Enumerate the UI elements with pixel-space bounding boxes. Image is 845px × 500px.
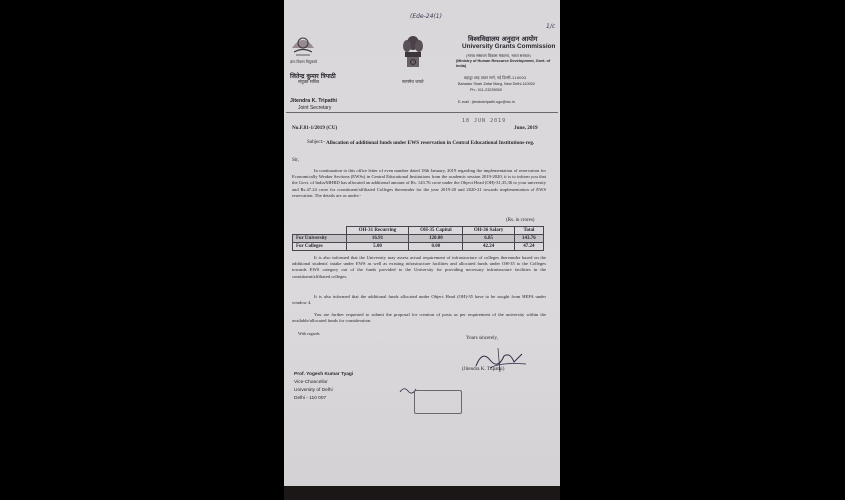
cell-value: 5.00	[346, 243, 409, 251]
org-name: University Grants Commission	[462, 43, 556, 50]
table-row	[293, 243, 544, 251]
left-name-hindi: जितेन्द्र कुमार त्रिपाठी	[290, 73, 336, 80]
national-emblem-icon	[400, 34, 426, 76]
paragraph-3: It is also informed that the additional funds allocated under Object Head (OH)-35 have to be sought from HEFA under window 4.	[292, 294, 546, 306]
recipient-org: University of Delhi	[294, 388, 333, 393]
table-row	[293, 235, 544, 243]
address-hindi: बहादुर शाह ज़फ़र मार्ग, नई दिल्ली-110002	[464, 75, 527, 80]
letter-page	[284, 0, 560, 500]
email: E-mail : jtendratripathi.ugc@nic.in	[458, 100, 515, 104]
recipient-title: Vice-Chancellor	[294, 380, 328, 385]
letter-date: June, 2019	[514, 125, 538, 131]
row-label: For Colleges	[293, 243, 347, 251]
cell-value: 0.00	[409, 243, 463, 251]
cell-value: 6.85	[463, 235, 514, 243]
handwritten-corner-note: 1/c	[546, 23, 556, 30]
units-note: (Rs. in crores)	[506, 218, 535, 223]
subject-label: Subject:-	[307, 140, 326, 145]
subject: Allocation of additional funds under EWS reservation in Central Educational Institutions-reg.	[326, 140, 535, 146]
page-bottom-shadow	[284, 486, 560, 500]
phone: Ph.: 011-23239300	[470, 88, 503, 92]
cell-value: 16.91	[346, 235, 409, 243]
regards: With regards	[298, 331, 320, 336]
header-divider	[286, 112, 558, 113]
col-oh31: OH-31 Recurring	[346, 227, 409, 235]
table-header-row	[293, 227, 544, 235]
receipt-stamp	[414, 390, 462, 414]
ministry-hindi: (मानव संसाधन विकास मंत्रालय, भारत सरकार)	[466, 53, 531, 58]
logo-caption: ज्ञान-विज्ञान विमुक्तये	[290, 60, 317, 64]
ministry: (Ministry of Human Resource Development, Govt. of India)	[456, 59, 551, 68]
closing: Yours sincerely,	[466, 336, 498, 341]
cell-value: 47.24	[514, 243, 543, 251]
salutation: Sir,	[292, 158, 299, 163]
handwritten-reference: (Ede-24(1)	[410, 13, 442, 20]
emblem-caption: सत्यमेव जयते	[402, 80, 424, 85]
signatory: (Jitendra K. Tripathi)	[462, 367, 505, 372]
col-oh35: OH-35 Capital	[409, 227, 463, 235]
ugc-logo-icon	[288, 30, 318, 58]
org-name-hindi: विश्वविद्यालय अनुदान आयोग	[468, 35, 538, 43]
row-label: For University	[293, 235, 347, 243]
paragraph-2: It is also informed that the University may assess actual requirement of infrastructure of colleges thereunder based on the additional students' intake under EWS as well as existing infrastructure facilities and allocated funds under OH-35 to the Colleges towards EWS category out of the funds provided to the University for providing necessary infrastructure facilities in the constituent/affiliated colleges.	[292, 255, 546, 279]
recipient-name: Prof. Yogesh Kumar Tyagi	[294, 372, 354, 377]
col-oh36: OH-36 Salary	[463, 227, 514, 235]
paragraph-4: You are further requested to submit the proposal for creation of posts as per requirement of the university within the available/allocated funds for consideration.	[292, 312, 546, 324]
cell-value: 120.00	[409, 235, 463, 243]
date-stamp: 18 JUN 2019	[462, 118, 507, 124]
left-name: Jitendra K. Tripathi	[290, 98, 337, 104]
left-designation-hindi: संयुक्त सचिव	[298, 80, 320, 85]
funds-table	[292, 226, 544, 251]
left-designation: Joint Secretary	[298, 105, 332, 111]
paragraph-1: In continuation to this office letter of even number dated 18th January, 2019 regarding the implementation of reservation for Economically Weaker Sections (EWSs) in Central Educational Institutions from the academic session 2019-2020, it is to inform you that the Govt. of India/MHRD has allocated an additional amount of Rs. 143.76 crore under the Object Head (OH)-31,35,36 to your university and Rs.47.24 crore for constituent/affiliated Colleges thereunder for the year 2019-20 and 2020-21 towards implementation of EWS reservation. The details are as under:-	[292, 168, 546, 198]
recipient-city: Delhi - 110 007	[294, 396, 327, 401]
address: Bahadur Shah Zafar Marg, New Delhi-110002	[458, 82, 535, 86]
reference-number: No.F.81-1/2019 (CU)	[292, 125, 338, 131]
cell-value: 143.76	[514, 235, 543, 243]
col-total: Total	[514, 227, 543, 235]
cell-value: 42.24	[463, 243, 514, 251]
